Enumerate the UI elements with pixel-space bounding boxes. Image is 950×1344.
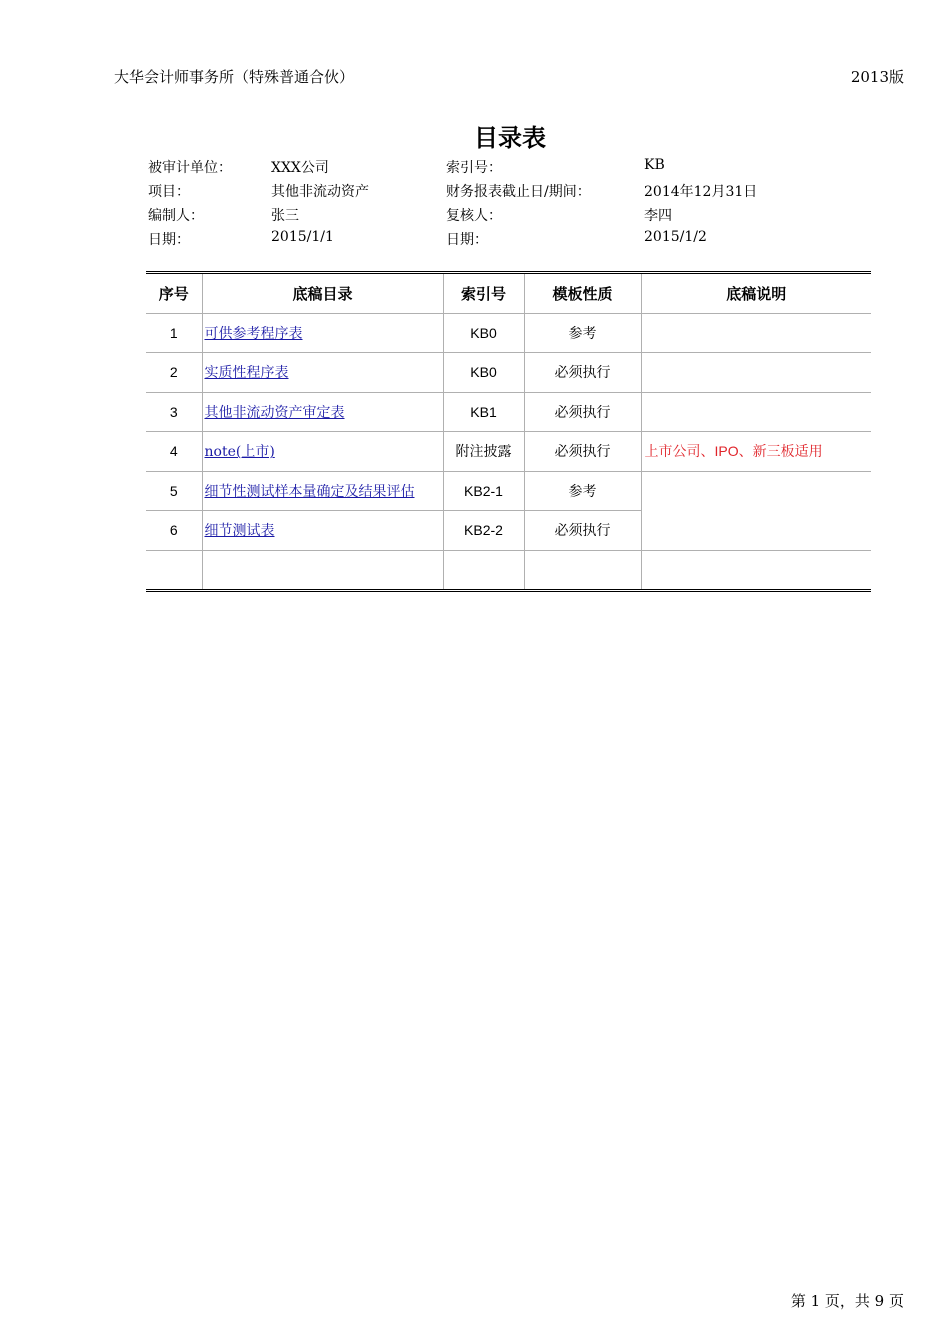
review-date-label: 日期： <box>446 232 488 248</box>
row-desc: 上市公司、IPO、新三板适用 <box>641 432 871 472</box>
col-header-name: 底稿目录 <box>202 273 443 314</box>
table-row-empty <box>146 550 871 591</box>
col-header-nature: 模板性质 <box>524 273 641 314</box>
index-table <box>146 271 871 592</box>
row-nature: 必须执行 <box>524 511 641 551</box>
row-name-cell <box>202 511 443 551</box>
project-value: 其他非流动资产 <box>271 184 369 200</box>
date-value: 2015/1/1 <box>271 229 334 245</box>
col-header-no: 序号 <box>158 285 189 303</box>
project-label: 项目： <box>148 184 190 200</box>
row-name-cell <box>202 392 443 432</box>
table-row <box>146 392 871 432</box>
row-name-cell <box>202 313 443 353</box>
period-value: 2014年12月31日 <box>644 184 758 200</box>
preparer-label: 编制人： <box>148 208 204 224</box>
row-no: 2 <box>146 353 202 393</box>
row-no: 3 <box>146 392 202 432</box>
index-value: KB <box>644 157 665 173</box>
workpaper-link[interactable]: note(上市) <box>204 444 275 461</box>
empty-cell <box>202 550 443 591</box>
row-index: KB0 <box>443 353 524 393</box>
table-row <box>146 432 871 472</box>
firm-name: 大华会计师事务所（特殊普通合伙） <box>114 68 355 86</box>
workpaper-link[interactable]: 细节测试表 <box>204 523 275 540</box>
empty-cell <box>146 550 202 591</box>
auditee-label: 被审计单位： <box>148 160 232 176</box>
row-no: 1 <box>146 313 202 353</box>
row-nature: 参考 <box>524 313 641 353</box>
empty-cell <box>524 550 641 591</box>
col-header-desc: 底稿说明 <box>641 273 871 314</box>
row-index: KB0 <box>443 313 524 353</box>
workpaper-link[interactable]: 可供参考程序表 <box>204 325 303 342</box>
empty-cell <box>641 550 871 591</box>
version-label: 2013版 <box>850 68 904 86</box>
table-row <box>146 353 871 393</box>
table-row <box>146 471 871 511</box>
row-index: 附注披露 <box>443 432 524 472</box>
empty-cell <box>443 550 524 591</box>
row-desc <box>641 313 871 353</box>
col-header-index: 索引号 <box>443 273 524 314</box>
row-nature: 必须执行 <box>524 432 641 472</box>
row-index: KB2-2 <box>443 511 524 551</box>
page-title: 目录表 <box>474 123 546 152</box>
row-no: 5 <box>146 471 202 511</box>
review-date-value: 2015/1/2 <box>644 229 707 245</box>
row-desc <box>641 353 871 393</box>
row-nature: 必须执行 <box>524 353 641 393</box>
index-label: 索引号： <box>446 160 502 176</box>
preparer-value: 张三 <box>271 208 299 224</box>
row-desc <box>641 471 871 550</box>
period-label: 财务报表截止日/期间： <box>446 184 591 200</box>
auditee-value: XXX公司 <box>271 160 329 176</box>
row-index: KB1 <box>443 392 524 432</box>
date-label: 日期： <box>148 232 190 248</box>
row-desc <box>641 392 871 432</box>
row-no: 4 <box>146 432 202 472</box>
page-number: 第 1 页，共 9 页 <box>790 1292 904 1310</box>
row-name-cell <box>202 353 443 393</box>
workpaper-link[interactable]: 实质性程序表 <box>204 365 289 382</box>
row-name-cell <box>202 471 443 511</box>
row-name-cell <box>202 432 443 472</box>
row-nature: 参考 <box>524 471 641 511</box>
workpaper-link[interactable]: 细节性测试样本量确定及结果评估 <box>204 483 415 500</box>
table-row <box>146 313 871 353</box>
workpaper-link[interactable]: 其他非流动资产审定表 <box>204 404 345 421</box>
row-index: KB2-1 <box>443 471 524 511</box>
reviewer-value: 李四 <box>644 208 672 224</box>
row-no: 6 <box>146 511 202 551</box>
table-header-row <box>146 273 871 314</box>
reviewer-label: 复核人： <box>446 208 502 224</box>
row-nature: 必须执行 <box>524 392 641 432</box>
